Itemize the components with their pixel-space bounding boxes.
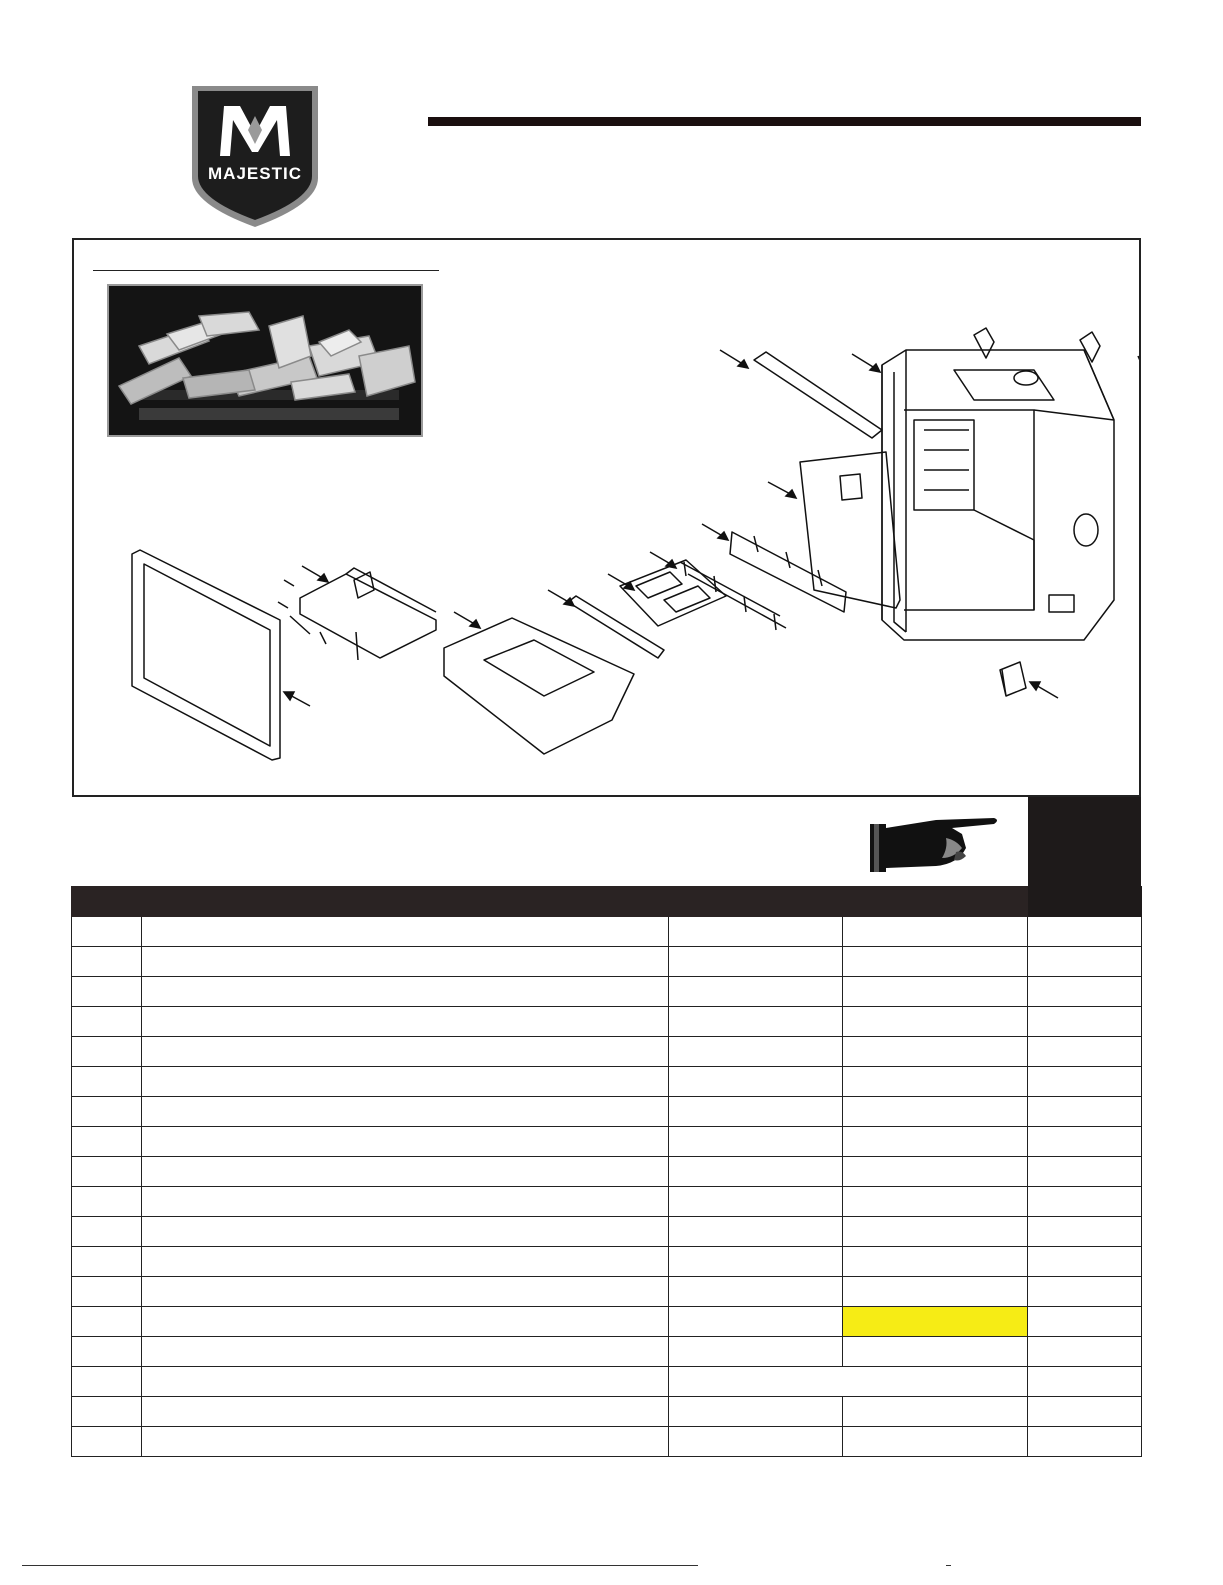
description-cell — [142, 947, 669, 977]
parts-table — [71, 886, 1142, 1457]
exploded-parts-diagram — [74, 240, 1139, 795]
table-header-row — [72, 887, 1142, 917]
table-row — [72, 1337, 1142, 1367]
table-row — [72, 1217, 1142, 1247]
header-part-number — [669, 887, 843, 917]
note-cell — [1028, 947, 1142, 977]
majestic-logo — [188, 82, 322, 230]
table-row — [72, 1037, 1142, 1067]
pointing-hand — [866, 808, 1006, 880]
part-cell-2 — [843, 1187, 1028, 1217]
header-description — [142, 887, 669, 917]
description-cell — [142, 917, 669, 947]
description-cell — [142, 1367, 669, 1397]
part-cell — [669, 917, 843, 947]
note-cell — [1028, 1187, 1142, 1217]
item-cell — [72, 1277, 142, 1307]
header-note — [1028, 887, 1142, 917]
pointing-hand-icon — [866, 808, 1006, 880]
table-row — [72, 1247, 1142, 1277]
part-cell — [669, 1127, 843, 1157]
note-cell — [1028, 1367, 1142, 1397]
part-cell-2 — [843, 917, 1028, 947]
description-cell — [142, 1127, 669, 1157]
item-cell — [72, 1157, 142, 1187]
part-cell — [669, 1397, 843, 1427]
table-row — [72, 1307, 1142, 1337]
note-cell — [1028, 1097, 1142, 1127]
part-cell-2 — [843, 1007, 1028, 1037]
description-cell — [142, 1157, 669, 1187]
part-cell — [669, 1307, 843, 1337]
description-cell — [142, 1067, 669, 1097]
part-cell-2 — [843, 1097, 1028, 1127]
part-cell — [669, 1427, 843, 1457]
part-cell — [669, 1157, 843, 1187]
note-cell — [1028, 1037, 1142, 1067]
majestic-logo-icon — [188, 82, 322, 230]
description-cell — [142, 1277, 669, 1307]
note-cell — [1028, 1277, 1142, 1307]
item-cell — [72, 977, 142, 1007]
item-cell — [72, 1247, 142, 1277]
part-cell-2 — [843, 1277, 1028, 1307]
table-row — [72, 977, 1142, 1007]
part-cell-2 — [843, 947, 1028, 977]
table-row — [72, 947, 1142, 977]
part-cell — [669, 1097, 843, 1127]
description-cell — [142, 1247, 669, 1277]
table-row — [72, 1427, 1142, 1457]
part-cell-2 — [843, 1127, 1028, 1157]
note-cell — [1028, 1307, 1142, 1337]
table-row — [72, 1397, 1142, 1427]
description-cell — [142, 1397, 669, 1427]
part-cell — [669, 1187, 843, 1217]
item-cell — [72, 1397, 142, 1427]
note-cell — [1028, 977, 1142, 1007]
table-row — [72, 1367, 1142, 1397]
highlighted-part-cell — [843, 1307, 1028, 1337]
part-cell-2 — [843, 1337, 1028, 1367]
footer-rule — [22, 1565, 698, 1566]
item-cell — [72, 1427, 142, 1457]
note-cell — [1028, 1157, 1142, 1187]
description-cell — [142, 1037, 669, 1067]
note-cell — [1028, 1217, 1142, 1247]
description-cell — [142, 977, 669, 1007]
description-cell — [142, 1307, 669, 1337]
table-row — [72, 1097, 1142, 1127]
note-cell — [1028, 1007, 1142, 1037]
table-row — [72, 917, 1142, 947]
item-cell — [72, 1187, 142, 1217]
description-cell — [142, 1337, 669, 1367]
part-cell — [669, 1247, 843, 1277]
item-cell — [72, 917, 142, 947]
note-cell — [1028, 1427, 1142, 1457]
description-cell — [142, 1427, 669, 1457]
note-cell — [1028, 1337, 1142, 1367]
table-row — [72, 1157, 1142, 1187]
description-cell — [142, 1007, 669, 1037]
item-cell — [72, 1037, 142, 1067]
part-cell — [669, 977, 843, 1007]
part-cell — [669, 1337, 843, 1367]
note-cell — [1028, 917, 1142, 947]
part-cell — [669, 947, 843, 977]
note-cell — [1028, 1067, 1142, 1097]
part-cell-2 — [843, 1067, 1028, 1097]
table-row — [72, 1127, 1142, 1157]
item-cell — [72, 947, 142, 977]
item-cell — [72, 1067, 142, 1097]
part-cell — [669, 1067, 843, 1097]
part-cell-2 — [843, 1247, 1028, 1277]
note-cell — [1028, 1397, 1142, 1427]
part-cell-2 — [843, 977, 1028, 1007]
table-row — [72, 1007, 1142, 1037]
part-cell — [669, 1037, 843, 1067]
description-cell — [142, 1217, 669, 1247]
table-row — [72, 1277, 1142, 1307]
logo-text: MAJESTIC — [208, 164, 302, 183]
item-cell — [72, 1127, 142, 1157]
item-cell — [72, 1217, 142, 1247]
item-cell — [72, 1337, 142, 1367]
arrow-icon — [284, 350, 1058, 706]
part-cell-2 — [843, 1037, 1028, 1067]
part-cell-2 — [843, 1217, 1028, 1247]
item-cell — [72, 1007, 142, 1037]
part-cell-2 — [843, 1427, 1028, 1457]
part-cell — [669, 1217, 843, 1247]
table-row — [72, 1067, 1142, 1097]
item-cell — [72, 1307, 142, 1337]
header-item-number — [72, 887, 142, 917]
item-cell — [72, 1097, 142, 1127]
part-cell-2 — [843, 1157, 1028, 1187]
part-cell — [669, 1007, 843, 1037]
part-cell — [669, 1277, 843, 1307]
header-rule — [428, 117, 1141, 126]
footer-tick — [946, 1565, 951, 1566]
merged-part-cell — [669, 1367, 1028, 1397]
header-part-number-2 — [843, 887, 1028, 917]
description-cell — [142, 1187, 669, 1217]
description-cell — [142, 1097, 669, 1127]
note-cell — [1028, 1127, 1142, 1157]
note-cell — [1028, 1247, 1142, 1277]
part-cell-2 — [843, 1397, 1028, 1427]
table-row — [72, 1187, 1142, 1217]
item-cell — [72, 1367, 142, 1397]
